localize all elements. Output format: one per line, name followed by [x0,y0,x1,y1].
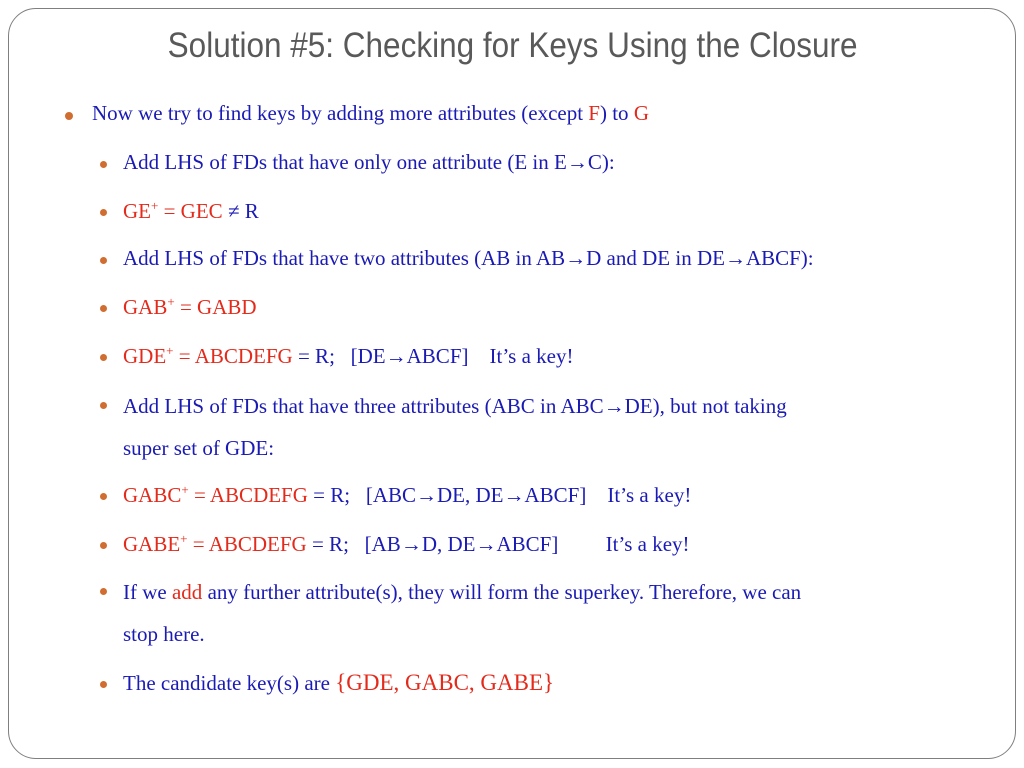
bullet-three-attributes: Add LHS of FDs that have three attributes (ABC in ABC→DE), but not taking super set of GDE: [123,385,787,469]
bullet-dot [100,257,107,264]
bullet-gde-closure: GDE+ = ABCDEFG = R; [DE→ABCF] It’s a key! [123,343,573,369]
bullet-candidate-keys: The candidate key(s) are {GDE, GABC, GABE} [123,670,554,696]
bullet-dot [100,681,107,688]
bullet-dot [100,161,107,168]
slide-title: Solution #5: Checking for Keys Using the Closure [167,26,858,65]
bullet-dot [65,112,73,120]
bullet-ge-closure: GE+ = GEC ≠ R [123,198,259,224]
bullet-dot [100,354,107,361]
bullet-dot [100,588,107,595]
bullet-gabe-closure: GABE+ = ABCDEFG = R; [AB→D, DE→ABCF] It’s a key! [123,531,690,557]
bullet-gab-closure: GAB+ = GABD [123,294,257,320]
bullet-dot [100,305,107,312]
bullet-find-keys: Now we try to find keys by adding more attributes (except F) to G [92,101,649,126]
bullet-dot [100,493,107,500]
bullet-superkey-note: If we add any further attribute(s), they will form the superkey. Therefore, we can stop here. [123,571,801,655]
bullet-two-attributes: Add LHS of FDs that have two attributes (AB in AB→D and DE in DE→ABCF): [123,246,814,271]
bullet-gabc-closure: GABC+ = ABCDEFG = R; [ABC→DE, DE→ABCF] It’s a key! [123,482,691,508]
bullet-one-attribute: Add LHS of FDs that have only one attribute (E in E→C): [123,150,615,175]
bullet-dot [100,209,107,216]
bullet-dot [100,402,107,409]
bullet-dot [100,542,107,549]
